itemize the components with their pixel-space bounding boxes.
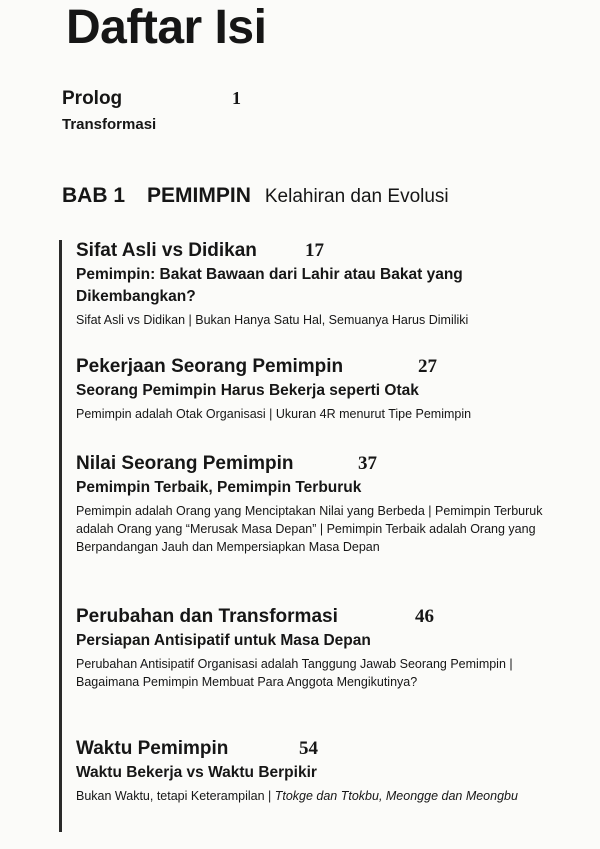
section-description-italic: Ttokge dan Ttokbu, Meongge dan Meongbu <box>274 789 518 803</box>
prolog-subtitle: Transformasi <box>62 116 157 133</box>
toc-entry[interactable] <box>76 451 576 556</box>
section-title: Waktu Pemimpin <box>76 738 229 759</box>
section-page-number: 54 <box>299 738 318 759</box>
section-description: Perubahan Antisipatif Organisasi adalah Tanggung Jawab Seorang Pemimpin | Bagaimana Pemimpin Membuat Para Anggota Mengikutinya? <box>76 657 513 689</box>
section-title: Perubahan dan Transformasi <box>76 606 338 627</box>
section-subtitle: Seorang Pemimpin Harus Bekerja seperti Otak <box>76 382 419 399</box>
section-subtitle: Waktu Bekerja vs Waktu Berpikir <box>76 764 317 781</box>
chapter-name: PEMIMPIN <box>147 184 251 207</box>
section-subtitle: Pemimpin: Bakat Bawaan dari Lahir atau Bakat yang Dikembangkan? <box>76 266 463 305</box>
section-description <box>76 787 556 805</box>
section-subtitle: Pemimpin Terbaik, Pemimpin Terburuk <box>76 479 362 496</box>
section-title: Nilai Seorang Pemimpin <box>76 453 294 474</box>
chapter-heading <box>62 184 449 208</box>
section-description: Pemimpin adalah Orang yang Menciptakan Nilai yang Berbeda | Pemimpin Terburuk adalah Orang yang “Merusak Masa Depan” | Pemimpin Terbaik adalah Orang yang Berpandangan Jauh dan Mempersiapkan Masa Depan <box>76 504 543 554</box>
prolog-label[interactable]: Prolog <box>62 88 123 109</box>
section-description: Sifat Asli vs Didikan | Bukan Hanya Satu Hal, Semuanya Harus Dimiliki <box>76 313 469 327</box>
chapter-number: BAB 1 <box>62 184 126 207</box>
section-subtitle: Persiapan Antisipatif untuk Masa Depan <box>76 632 371 649</box>
section-page-number: 46 <box>415 606 434 627</box>
section-title: Sifat Asli vs Didikan <box>76 240 257 261</box>
section-page-number: 17 <box>305 240 324 261</box>
section-title: Pekerjaan Seorang Pemimpin <box>76 356 344 377</box>
section-page-number: 37 <box>358 453 377 474</box>
chapter-subtitle: Kelahiran dan Evolusi <box>264 186 449 207</box>
section-rule <box>59 240 62 832</box>
section-description: Pemimpin adalah Otak Organisasi | Ukuran 4R menurut Tipe Pemimpin <box>76 407 472 421</box>
page-title: Daftar Isi <box>66 1 267 54</box>
section-description-text: Bukan Waktu, tetapi Keterampilan | <box>76 789 275 803</box>
toc-entry[interactable] <box>76 354 576 423</box>
prolog-page-number: 1 <box>232 88 241 108</box>
toc-entry[interactable] <box>76 736 576 805</box>
section-page-number: 27 <box>418 356 437 377</box>
toc-entry[interactable] <box>76 238 576 329</box>
toc-entry[interactable] <box>76 604 576 691</box>
